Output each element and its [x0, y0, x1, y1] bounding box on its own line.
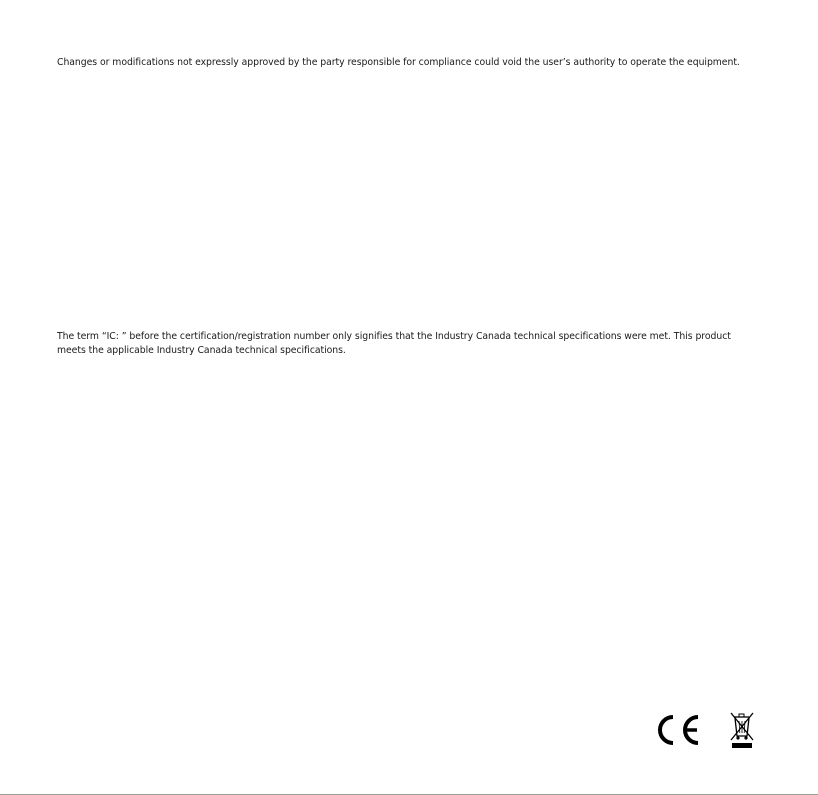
industry-canada-notice: The term “IC: ” before the certification/registration number only signifies that the Industry Canada technical specifications were met. This product meets the applicable Industry Canada technical specifications.: [57, 331, 731, 356]
ce-mark-icon: [656, 714, 704, 746]
compliance-marks: [656, 710, 766, 752]
fcc-modification-notice: Changes or modifications not expressly approved by the party responsible for compliance could void the user’s authority to operate the equipment.: [57, 57, 740, 68]
crossed-out-wheeled-bin-icon: [728, 710, 756, 750]
